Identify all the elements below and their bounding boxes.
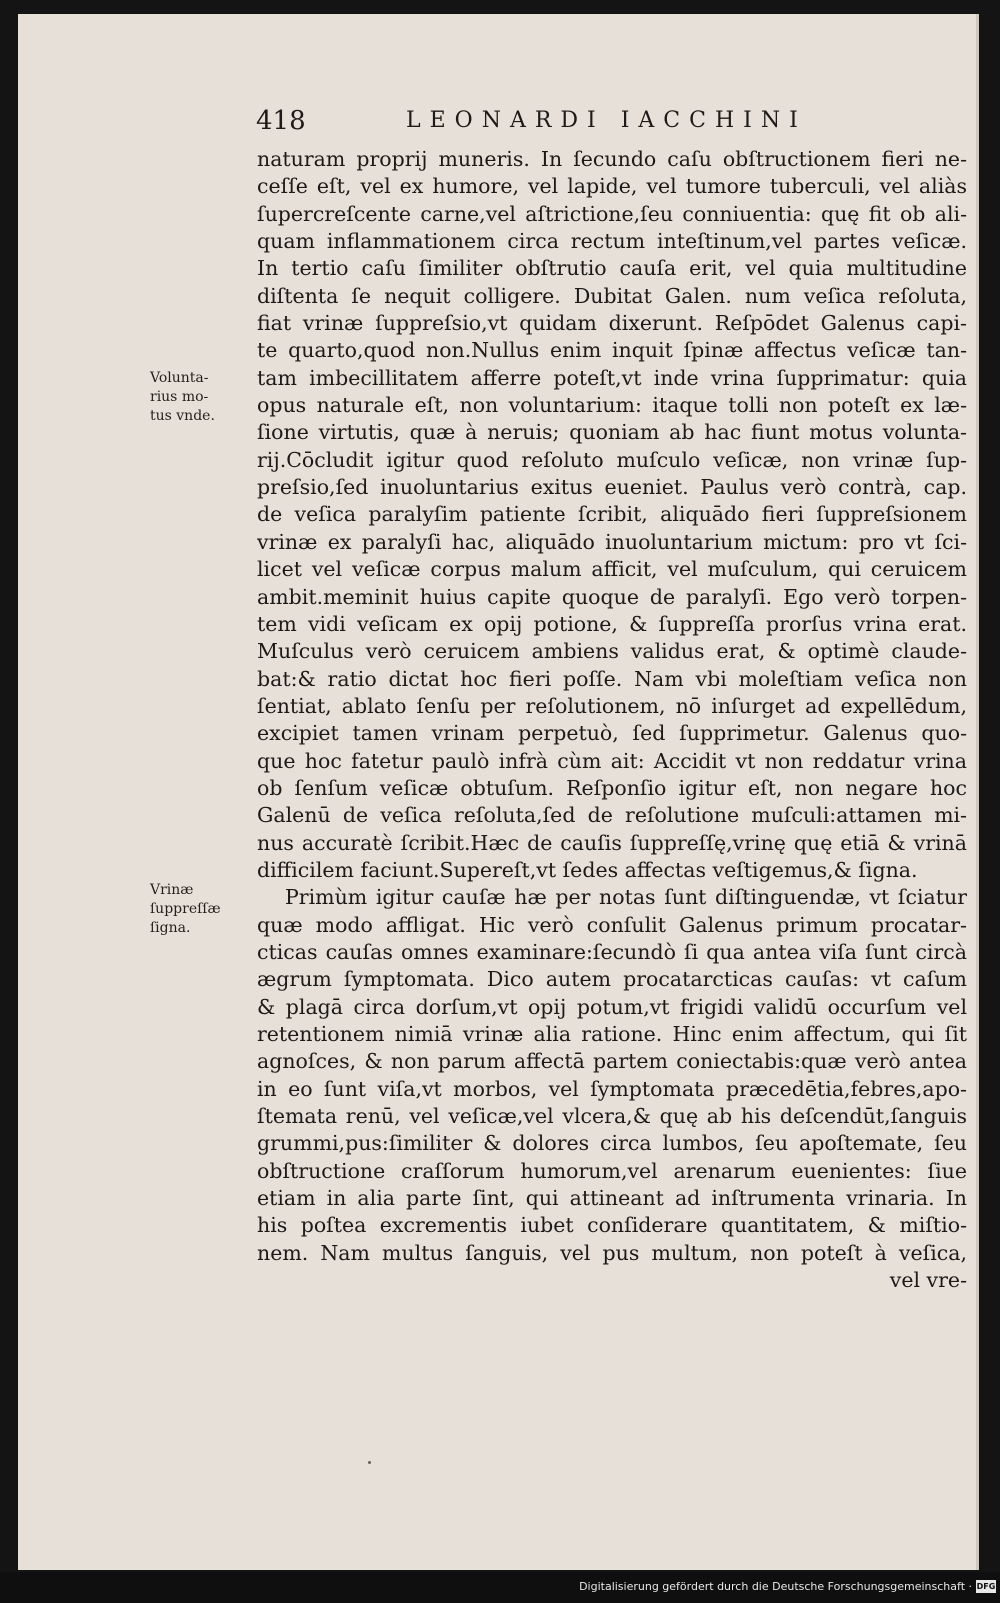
text-line: bat:& ratio dictat hoc fieri poſſe. Nam vbi moleſtiam veſica non <box>257 666 967 691</box>
footer-bar <box>0 1572 1000 1603</box>
margin-note-line: tus vnde. <box>150 408 215 424</box>
text-line: his poſtea excrementis iubet conſiderare quantitatem, & miſtio- <box>257 1213 967 1238</box>
text-line: excipiet tamen vrinam perpetuò, ſed ſupprimetur. Galenus quo- <box>257 721 967 746</box>
text-line: vrinæ ex paralyſi hac, aliquādo inuoluntarium mictum: pro vt ſci- <box>257 529 967 554</box>
text-line: te quarto,quod non.Nullus enim inquit ſpinæ affectus veſicæ tan- <box>257 338 967 363</box>
text-line: agnoſces, & non parum affectā partem coniectabis:quæ verò antea <box>257 1049 967 1074</box>
page-number: 418 <box>256 106 306 136</box>
text-line: In tertio caſu ſimiliter obſtrutio cauſa erit, vel quia multitudine <box>257 256 967 281</box>
dfg-logo-icon: DFG <box>976 1582 996 1591</box>
margin-note-line: Volunta- <box>150 370 209 386</box>
margin-note-vrinae <box>150 881 250 938</box>
body-text <box>257 146 967 1294</box>
text-line: & plagā circa dorſum,vt opij potum,vt frigidi validū occurſum vel <box>257 994 967 1019</box>
text-line: ceſſe eſt, vel ex humore, vel lapide, vel tumore tuberculi, vel aliàs <box>257 174 967 199</box>
text-line: ægrum ſymptomata. Dico autem procatarcticas cauſas: vt caſum <box>257 967 967 992</box>
text-line: grummi,pus:ſimiliter & dolores circa lumbos, ſeu apoſtemate, ſeu <box>257 1131 967 1156</box>
text-line: que hoc fatetur paulò infrà cùm ait: Accidit vt non reddatur vrina <box>257 748 967 773</box>
text-line: cticas cauſas omnes examinare:ſecundò ſi qua antea viſa ſunt circà <box>257 939 967 964</box>
text-line: diſtenta ſe nequit colligere. Dubitat Galen. num veſica reſoluta, <box>257 283 967 308</box>
text-line: retentionem nimiā vrinæ alia ratione. Hinc enim affectum, qui ſit <box>257 1022 967 1046</box>
running-head: LEONARDI IACCHINI <box>406 108 807 133</box>
ink-speck <box>368 1461 371 1464</box>
text-line: etiam in alia parte ſint, qui attineant ad inſtrumenta vrinaria. In <box>257 1186 967 1211</box>
text-line: nus accuratè ſcribit.Hæc de cauſis ſuppreſſę,vrinę quę etiā & vrinā <box>257 830 967 855</box>
funding-credit: Digitalisierung gefördert durch die Deutsche Forschungsgemeinschaft · <box>579 1580 972 1593</box>
text-line: Primùm igitur cauſæ hæ per notas ſunt diſtinguendæ, vt ſciatur <box>285 885 967 910</box>
text-line: tem vidi veſicam ex opij potione, & ſuppreſſa prorſus vrina erat. <box>257 611 967 636</box>
margin-note-voluntarius <box>150 369 250 426</box>
text-line: in eo ſunt viſa,vt morbos, vel ſymptomata præcedētia,febres,apo- <box>257 1076 967 1101</box>
book-page <box>18 14 979 1570</box>
text-line: ſentiat, ablato ſenſu per reſolutionem, nō inſurget ad expellēdum, <box>257 693 967 718</box>
text-line: licet vel veſicæ corpus malum afficit, vel muſculum, qui ceruicem <box>257 557 967 582</box>
text-line: fiat vrinæ ſuppreſsio,vt quidam dixerunt. Reſpōdet Galenus capi- <box>257 311 967 336</box>
text-line: ſupercreſcente carne,vel aſtrictione,ſeu conniuentia: quę fit ob ali- <box>257 201 967 226</box>
margin-note-line: ſigna. <box>150 920 191 936</box>
page-header <box>256 106 856 144</box>
text-line: quæ modo affligat. Hic verò conſulit Galenus primum procatar- <box>257 912 967 937</box>
text-line: de veſica paralyſim patiente ſcribit, aliquādo fieri ſuppreſsionem <box>257 502 967 527</box>
text-line: naturam proprij muneris. In ſecundo caſu obſtructionem fieri ne- <box>257 147 967 171</box>
margin-note-line: Vrinæ <box>150 882 194 898</box>
text-line: preſsio,ſed inuoluntarius exitus eueniet. Paulus verò contrà, cap. <box>257 475 967 500</box>
text-line: difficilem faciunt.Supereſt,vt ſedes affectas veſtigemus,& ſigna. <box>257 857 918 882</box>
text-line: ſtemata renū, vel veſicæ,vel vlcera,& quę ab his deſcendūt,ſanguis <box>257 1104 967 1129</box>
margin-note-line: ſuppreſſæ <box>150 901 221 917</box>
text-line: ambit.meminit huius capite quoque de paralyſi. Ego verò torpen- <box>257 584 967 609</box>
catchword: vel vre- <box>889 1268 967 1293</box>
text-line: obſtructione craſſorum humorum,vel arenarum euenientes: ſiue <box>257 1158 967 1183</box>
text-line: Galenū de veſica reſoluta,ſed de reſolutione muſculi:attamen mi- <box>257 803 967 828</box>
text-line: Muſculus verò ceruicem ambiens validus erat, & optimè claude- <box>257 639 967 664</box>
text-line: ob ſenſum veſicæ obtuſum. Reſponſio igitur eſt, non negare hoc <box>257 775 967 800</box>
text-line: ſione virtutis, quæ à neruis; quoniam ab hac fiunt motus volunta- <box>257 420 967 445</box>
text-line: tam imbecillitatem afferre poteſt,vt inde vrina ſupprimatur: quia <box>257 365 967 390</box>
margin-note-line: rius mo- <box>150 389 209 405</box>
text-line: opus naturale eſt, non voluntarium: itaque tolli non poteſt ex læ- <box>257 393 967 418</box>
text-line: nem. Nam multus ſanguis, vel pus multum, non poteſt à veſica, <box>257 1240 967 1265</box>
text-line: quam inflammationem circa rectum inteſtinum,vel partes veſicæ. <box>257 229 967 254</box>
text-line: rij.Cōcludit igitur quod reſoluto muſculo veſicæ, non vrinæ ſup- <box>257 447 967 472</box>
